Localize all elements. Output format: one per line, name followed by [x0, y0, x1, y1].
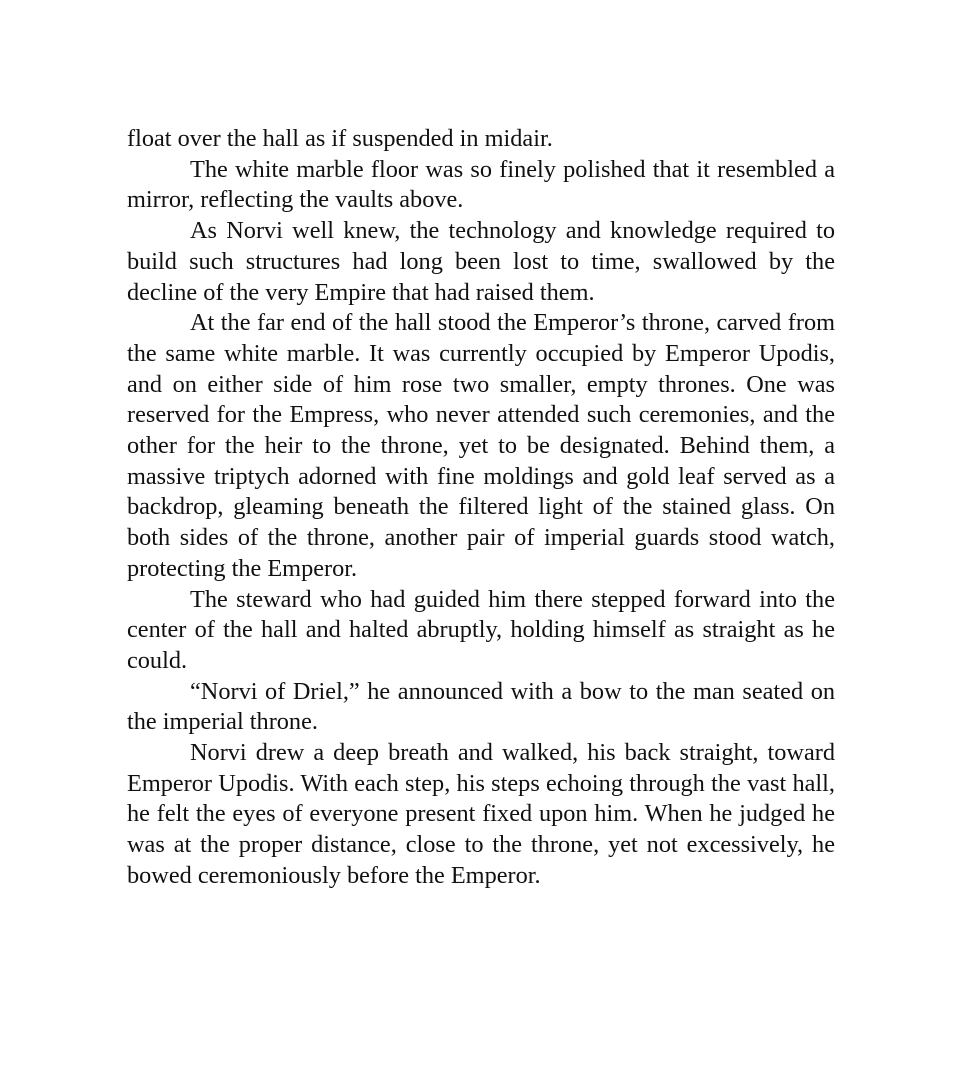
document-page: [127, 124, 835, 892]
paragraph-continuation: float over the hall as if suspended in midair.: [127, 125, 553, 152]
paragraph-lost-technology: As Norvi well knew, the technology and knowledge required to build such structures had long been lost to time, swallowed by the decline of the very Empire that had raised them.: [127, 217, 835, 306]
paragraph-emperor-throne: At the far end of the hall stood the Emperor’s throne, carved from the same white marble. It was currently occupied by Emperor Upodis, and on either side of him rose two smaller, empty thrones. One was reserved for the Empress, who never attended such ceremonies, and the other for the heir to the throne, yet to be designated. Behind them, a massive triptych adorned with fine moldings and gold leaf served as a backdrop, gleaming beneath the filtered light of the stained glass. On both sides of the throne, another pair of imperial guards stood watch, protecting the Emperor.: [127, 309, 835, 582]
paragraph-norvi-bows: Norvi drew a deep breath and walked, his back straight, toward Emperor Upodis. With each step, his steps echoing through the vast hall, he felt the eyes of everyone present fixed upon him. When he judged he was at the proper distance, close to the throne, yet not excessively, he bowed ceremoniously before the Emperor.: [127, 739, 835, 889]
paragraph-announcement: “Norvi of Driel,” he announced with a bow to the man seated on the imperial throne.: [127, 677, 835, 736]
paragraph-steward: The steward who had guided him there stepped forward into the center of the hall and halted abruptly, holding himself as straight as he could.: [127, 585, 835, 674]
paragraph-marble-floor: The white marble floor was so finely polished that it resembled a mirror, reflecting the vaults above.: [127, 155, 835, 214]
